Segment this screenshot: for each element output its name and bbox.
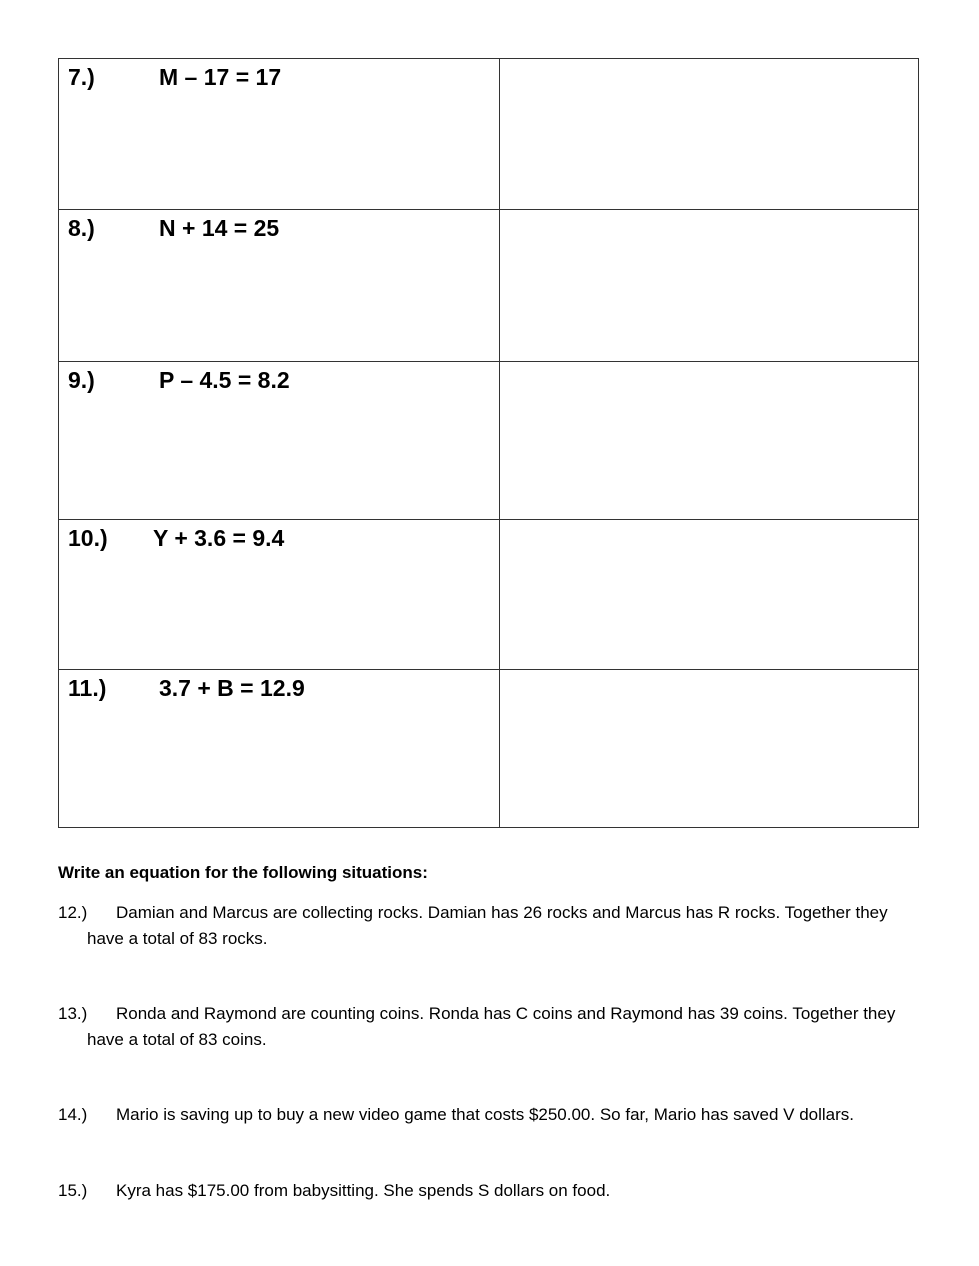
situation-item — [58, 1102, 928, 1128]
problem-cell — [59, 520, 500, 670]
problem-number: 10.) — [68, 525, 108, 551]
answer-cell[interactable] — [500, 59, 919, 210]
problem-cell — [59, 362, 500, 520]
situation-item — [58, 1001, 928, 1053]
situation-text: Ronda and Raymond are counting coins. Ronda has C coins and Raymond has 39 coins. Together they — [116, 1004, 896, 1023]
problem-cell — [59, 210, 500, 362]
problem-number: 9.) — [68, 367, 95, 393]
situation-number: 13.) — [58, 1004, 88, 1023]
situation-text-continued: have a total of 83 rocks. — [87, 929, 268, 948]
situation-item — [58, 1178, 928, 1204]
table-row — [59, 670, 919, 828]
problem-number: 8.) — [68, 215, 95, 241]
table-row — [59, 59, 919, 210]
problem-equation: N + 14 = 25 — [159, 215, 280, 241]
table-row — [59, 520, 919, 670]
table-row — [59, 210, 919, 362]
problem-number: 11.) — [68, 675, 107, 701]
problem-equation: M – 17 = 17 — [159, 64, 282, 90]
situation-text: Mario is saving up to buy a new video game that costs $250.00. So far, Mario has saved V dollars. — [116, 1105, 855, 1124]
situation-text: Kyra has $175.00 from babysitting. She spends S dollars on food. — [116, 1181, 611, 1200]
answer-cell[interactable] — [500, 210, 919, 362]
situation-number: 12.) — [58, 903, 88, 922]
problem-cell — [59, 59, 500, 210]
table-row — [59, 362, 919, 520]
answer-cell[interactable] — [500, 362, 919, 520]
problem-equation: P – 4.5 = 8.2 — [159, 367, 290, 393]
section-heading: Write an equation for the following situations: — [58, 863, 428, 882]
equations-table — [58, 58, 919, 828]
problem-equation: Y + 3.6 = 9.4 — [153, 525, 285, 551]
situation-number: 15.) — [58, 1181, 88, 1200]
answer-cell[interactable] — [500, 670, 919, 828]
problem-cell — [59, 670, 500, 828]
answer-cell[interactable] — [500, 520, 919, 670]
situation-number: 14.) — [58, 1105, 88, 1124]
problem-number: 7.) — [68, 64, 95, 90]
situation-item — [58, 900, 928, 952]
situation-text-continued: have a total of 83 coins. — [87, 1030, 267, 1049]
situation-text: Damian and Marcus are collecting rocks. Damian has 26 rocks and Marcus has R rocks. Together they — [116, 903, 888, 922]
problem-equation: 3.7 + B = 12.9 — [159, 675, 305, 701]
